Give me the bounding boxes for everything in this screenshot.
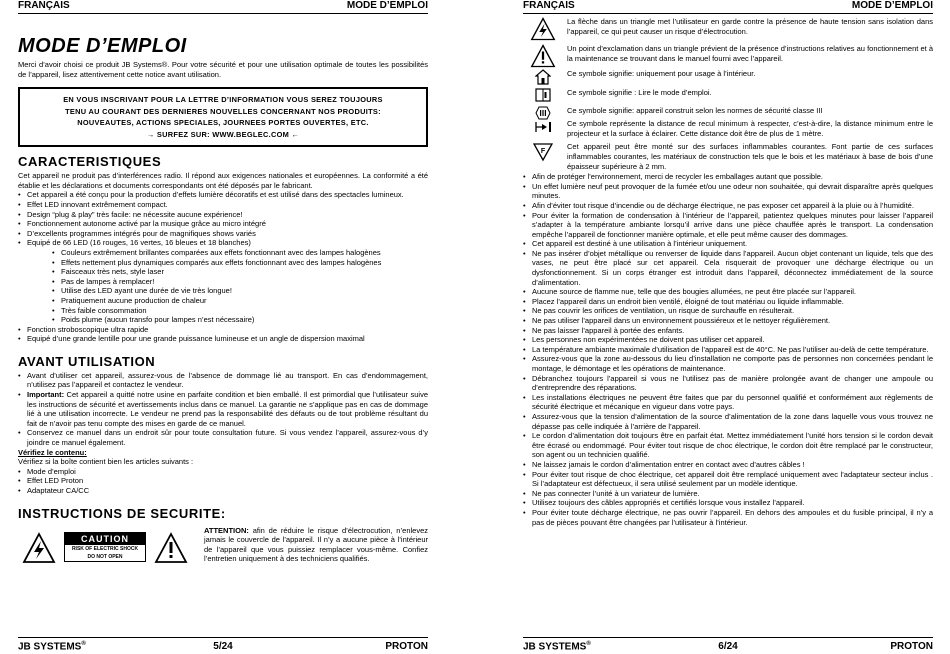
caution-label	[64, 532, 146, 562]
features-list	[18, 190, 428, 344]
page-number: 5/24	[213, 641, 233, 652]
registered-mark: ®	[81, 641, 86, 647]
before-use-heading: AVANT UTILISATION	[18, 353, 156, 369]
header-title: MODE D’EMPLOI	[851, 0, 933, 11]
safety-rules-list	[523, 172, 933, 527]
page-footer	[523, 637, 933, 653]
list-item: • Adaptateur CA/CC	[18, 486, 428, 496]
symbol-row	[523, 69, 933, 79]
header-title: MODE D’EMPLOI	[346, 0, 428, 11]
sub-list-item: • Pas de lampes à remplacer!	[52, 277, 428, 287]
safety-rule-item: • Le cordon d’alimentation doit toujours être en parfait état. Mettez immédiatement l’unité hors tension si le cordon devait être écrasé ou endommagé. Pour éviter tout risque de choc électrique, le cordon doit être remplacé par le constructeur, son agent ou un technicien qualifié.	[523, 431, 933, 460]
safety-rule-item: • La température ambiante maximale d’utilisation de l’appareil est de 40°C. Ne pas l’utiliser au-delà de cette température.	[523, 345, 933, 355]
document-title: MODE D’EMPLOI	[18, 35, 187, 57]
sub-list-item: • Couleurs extrêmement brillantes comparées aux effets fonctionnant avec des lampes halogènes	[52, 248, 428, 258]
safety-rule-item: • Pour éviter la formation de condensation à l’intérieur de l’appareil, patientez quelques minutes pour laisser l’appareil s’adapter à la température ambiante lorsqu’il arrive dans une pièce chauffée après le transport. La condensation empêche l’appareil de fonctionner manière optimale, et elle peut même causer des dommages.	[523, 211, 933, 240]
list-item: • Equipé d’une grande lentille pour une grande puissance lumineuse et un angle de dispersion maximal	[18, 334, 428, 344]
check-contents-intro: Vérifiez si la boîte contient bien les articles suivants :	[18, 457, 194, 467]
list-item: • Fonction stroboscopique ultra rapide	[18, 325, 428, 335]
safety-rule-item: • Les installations électriques ne peuvent être faites que par du personnel qualifié et conformément aux règlements de sécurité électrique et mécanique en vigueur dans votre pays.	[523, 393, 933, 412]
list-item: • Mode d’emploi	[18, 467, 428, 477]
caution-line: RISK OF ELECTRIC SHOCK	[71, 545, 139, 552]
arrow-left-icon: ←	[291, 129, 300, 139]
indoor-use-icon	[527, 69, 559, 85]
sub-list-item: • Très faible consommation	[52, 306, 428, 316]
list-item: • Effet LED innovant extrêmement compact.	[18, 200, 428, 210]
safety-warning-row	[18, 526, 428, 582]
symbol-row	[523, 142, 933, 171]
caution-line: DO NOT OPEN	[87, 553, 123, 560]
symbol-text: Ce symbole signifie: uniquement pour usage à l’intérieur.	[567, 69, 756, 79]
safety-rule-item: • Utilisez toujours des câbles appropriés et certifiés lorsque vous installez l’appareil.	[523, 498, 933, 508]
important-label: Important:	[27, 390, 65, 400]
safety-rule-item: • Pour éviter toute décharge électrique, ne pas ouvrir l’appareil. En dehors des ampoules et du fusible principal, il n’y a pas de pièces pouvant être changées par l’utilisateur à l’intérieur.	[523, 508, 933, 527]
class-iii-icon	[527, 106, 559, 120]
right-page	[523, 0, 933, 654]
symbol-row	[523, 44, 933, 63]
symbol-text: Ce symbole représente la distance de recul minimum à respecter, c’est-à-dire, la distance minimum entre le projecteur et la surface à éclairer. Cette distance doit être de plus de 1 mètre.	[567, 119, 933, 138]
symbol-row	[523, 17, 933, 36]
list-item-text: Equipé de 66 LED (16 rouges, 16 vertes, 16 bleues et 18 blanches)	[27, 238, 251, 248]
safety-rule-item: • Ne pas laisser l’appareil à portée des enfants.	[523, 326, 933, 336]
important-text: Cet appareil a quitté notre usine en parfaite condition et bien emballé. Il est primordial que l’utilisateur suive les instructions de sécurité et avertissements inclus dans ce manuel. La garantie ne s’applique pas en cas de dommage lié à une utilisation incorrecte. Le vendeur ne prend pas la responsabilité des défauts ou de tout problème résultant du fait de n’avoir pas tenu compte des mises en garde de ce manuel.	[27, 390, 428, 428]
intro-text: Merci d’avoir choisi ce produit JB Systems®. Pour votre sécurité et pour une utilisation optimale de toutes les possibilités de l’appareil, lisez attentivement cette notice avant utilisation.	[18, 60, 428, 79]
safety-rule-item: • Les personnes non expérimentées ne doivent pas utiliser cet appareil.	[523, 335, 933, 345]
before-use-list	[18, 371, 428, 448]
sub-list-item: • Faisceaux très nets, style laser	[52, 267, 428, 277]
safety-rule-item: • Pour éviter tout risque de choc électrique, cet appareil doit être remplacé uniquement avec l’adaptateur secteur inclus . Si l’adaptateur est défectueux, il sera utilisé seulement par un modèle identique.	[523, 470, 933, 489]
left-content	[18, 20, 428, 582]
check-contents-heading: Vérifiez le contenu:	[18, 447, 87, 457]
box-contents-list	[18, 467, 428, 496]
header-language: FRANÇAIS	[523, 0, 575, 11]
list-item	[18, 238, 428, 324]
sub-list-item: • Utilise des LED ayant une durée de vie très longue!	[52, 286, 428, 296]
newsletter-line: NOUVEAUTES, ACTIONS SPECIALES, JOURNEES PORTES OUVERTES, ETC.	[77, 118, 369, 128]
sub-list-item: • Effets nettement plus dynamiques comparés aux effets fonctionnant avec des lampes halogènes	[52, 258, 428, 268]
led-sublist	[27, 248, 428, 325]
symbol-row	[523, 88, 933, 98]
attention-text	[204, 526, 428, 564]
left-page	[18, 0, 428, 654]
caution-title: CAUTION	[65, 533, 145, 545]
features-heading: CARACTERISTIQUES	[18, 154, 162, 170]
features-intro: Cet appareil ne produit pas d’interférences radio. Il répond aux exigences nationales et européennes. La conformité a été établie et les déclarations et documents correspondants ont été déposés par le fabricant.	[18, 171, 428, 190]
safety-rule-item: • Aucune source de flamme nue, telle que des bougies allumées, ne peut être placée sur l’appareil.	[523, 287, 933, 297]
safety-heading: INSTRUCTIONS DE SECURITE:	[18, 505, 226, 521]
safety-rule-item: • Afin de protéger l’environnement, merci de recycler les emballages autant que possible.	[523, 172, 933, 182]
brand-name: JB SYSTEMS	[18, 641, 82, 653]
warning-icons	[22, 532, 190, 572]
attention-label: ATTENTION:	[204, 525, 249, 535]
symbol-text: Ce symbole signifie : Lire le mode d’emploi.	[567, 87, 712, 97]
safety-rule-item: • Ne laissez jamais le cordon d’alimentation entrer en contact avec d’autres câbles !	[523, 460, 933, 470]
newsletter-line: EN VOUS INSCRIVANT POUR LA LETTRE D’INFORMATION VOUS SEREZ TOUJOURS	[63, 95, 383, 105]
safety-rule-item: • Assurez-vous que la zone au-dessous du lieu d’installation ne comporte pas de personnes non concernées pendant le montage, le démontage et les opérations de maintenance.	[523, 354, 933, 373]
symbol-text: Ce symbole signifie: appareil construit selon les normes de sécurité classe III	[567, 105, 823, 115]
safety-rule-item: • Assurez-vous que la tension d’alimentation de la source d’alimentation de la zone dans laquelle vous vous trouvez ne dépasse pas celle indiquée à l’arrière de l’appareil.	[523, 412, 933, 431]
safety-rule-item: • Débranchez toujours l’appareil si vous ne l’utilisez pas de manière prolongée avant de changer une ampoule ou d’entreprendre des réparations.	[523, 374, 933, 393]
newsletter-link-line[interactable]	[26, 129, 420, 141]
page-header	[18, 0, 428, 14]
lightning-triangle-icon	[527, 17, 559, 41]
page-footer	[18, 637, 428, 653]
safety-rule-item: • Placez l’appareil dans un endroit bien ventilé, éloigné de tout matériau ou liquide inflammable.	[523, 297, 933, 307]
lightning-triangle-icon	[22, 532, 56, 564]
list-item: • Fonctionnement autonome activé par la musique grâce au micro intégré	[18, 219, 428, 229]
safety-rule-item: • Ne pas insérer d’objet métallique ou renverser de liquide dans l’appareil. Aucun objet contenant un liquide, tels que des vases, ne peut être placé sur cet appareil. Cela risquerait de provoquer une décharge électrique ou un dysfonctionnement. Si un corps étranger est introduit dans l’appareil, déconnectez immédiatement de la source d’alimentation.	[523, 249, 933, 287]
sub-list-item: • Poids plume (aucun transfo pour lampes n’est nécessaire)	[52, 315, 428, 325]
symbol-text: La flèche dans un triangle met l’utilisateur en garde contre la présence de haute tension sans isolation dans l’appareil, ce qui peut causer un risque d’électrocution.	[567, 17, 933, 36]
symbol-row	[523, 119, 933, 138]
safety-rule-item: • Ne pas couvrir les orifices de ventilation, un risque de surchauffe en résulterait.	[523, 306, 933, 316]
safety-rule-item: • Un effet lumière neuf peut provoquer de la fumée et/ou une odeur non souhaitée, qui devrait disparaître après quelques minutes.	[523, 182, 933, 201]
list-item: • Cet appareil a été conçu pour la production d’effets lumière décoratifs et est utilisé dans des spectacles lumineux.	[18, 190, 428, 200]
svg-text:F: F	[540, 148, 546, 156]
safety-rule-item: • Cet appareil est destiné à une utilisation à l’intérieur uniquement.	[523, 239, 933, 249]
exclamation-triangle-icon	[154, 532, 188, 564]
safety-rule-item: • Ne pas connecter l’unité à un variateur de lumière.	[523, 489, 933, 499]
sub-list-item: • Pratiquement aucune production de chaleur	[52, 296, 428, 306]
registered-mark: ®	[586, 641, 591, 647]
right-content	[523, 17, 933, 527]
safety-rule-item: • Afin d’éviter tout risque d’incendie ou de décharge électrique, ne pas exposer cet appareil à la pluie ou à l’humidité.	[523, 201, 933, 211]
symbol-text: Un point d’exclamation dans un triangle prévient de la présence d’instructions relatives au fonctionnement et à la maintenance se trouvant dans le manuel fourni avec l’appareil.	[567, 44, 933, 63]
footer-model: PROTON	[385, 641, 428, 652]
header-language: FRANÇAIS	[18, 0, 70, 11]
newsletter-line: TENU AU COURANT DES DERNIERES NOUVELLES CONCERNANT NOS PRODUITS:	[65, 106, 381, 116]
newsletter-link[interactable]: SURFEZ SUR: WWW.BEGLEC.COM	[156, 129, 290, 139]
flammable-surface-icon	[527, 142, 559, 162]
safety-rule-item: • Ne pas utiliser l’appareil dans un environnement poussiéreux et le nettoyer régulièrement.	[523, 316, 933, 326]
list-item: • Conservez ce manuel dans un endroit sûr pour toute consultation future. Si vous vendez l’appareil, assurez-vous d’y joindre ce manuel également.	[18, 428, 428, 447]
page-header	[523, 0, 933, 14]
arrow-right-icon: →	[146, 129, 155, 139]
symbol-text: Cet appareil peut être monté sur des surfaces inflammables courantes. Font partie de ces surfaces inflammables courantes, les matériaux de construction tels que le bois et les matériaux à base de bois d’une épaisseur supérieure à 2 mm.	[567, 142, 933, 171]
minimum-distance-icon	[527, 119, 559, 135]
page-number: 6/24	[718, 641, 738, 652]
list-item: • Design “plug & play” très facile: ne nécessite aucune expérience!	[18, 210, 428, 220]
symbol-row	[523, 106, 933, 116]
list-item: • D’excellents programmes intégrés pour de magnifiques shows variés	[18, 229, 428, 239]
list-item	[18, 390, 428, 428]
list-item: • Effet LED Proton	[18, 476, 428, 486]
list-item: • Avant d’utiliser cet appareil, assurez-vous de l’absence de dommage lié au transport. En cas d’endommagement, n’utilisez pas l’appareil et contactez le vendeur.	[18, 371, 428, 390]
brand-name: JB SYSTEMS	[523, 641, 587, 653]
exclamation-triangle-icon	[527, 44, 559, 68]
newsletter-box	[18, 87, 428, 147]
footer-model: PROTON	[890, 641, 933, 652]
read-manual-icon	[527, 88, 559, 102]
attention-body: afin de réduire le risque d’électrocution, n’enlevez jamais le couvercle de l’appareil. Il n’y a aucune pièce à l’intérieur de l’appareil que vous puissiez remplacer vous-même. Confiez l’entretien uniquement à des techniciens qualifiés.	[204, 525, 428, 564]
